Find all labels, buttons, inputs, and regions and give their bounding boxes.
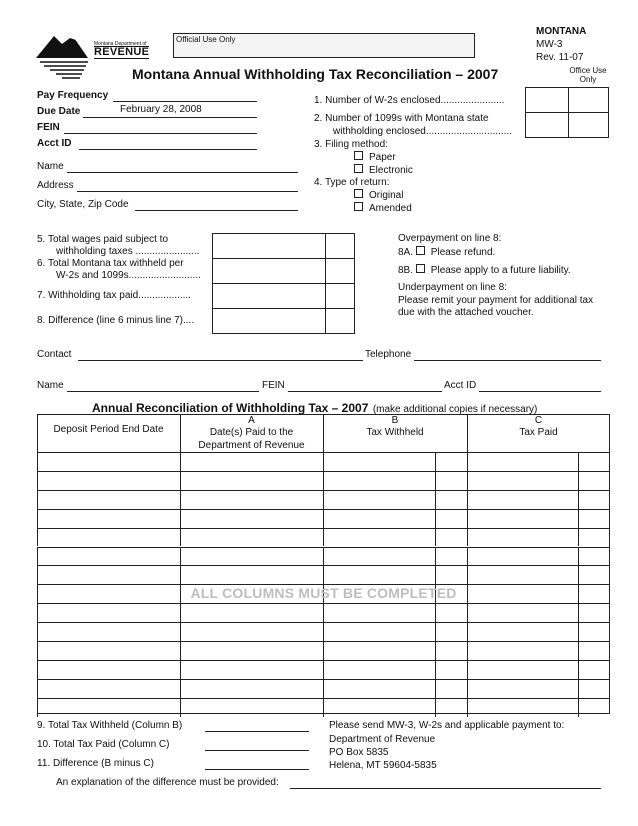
table-cell[interactable] xyxy=(467,603,578,622)
line-7-cents[interactable] xyxy=(325,283,355,309)
table-cell[interactable] xyxy=(37,622,180,641)
future-checkbox[interactable] xyxy=(416,264,425,273)
original-option[interactable] xyxy=(354,189,403,201)
line-10-input[interactable] xyxy=(205,750,309,751)
explanation-input[interactable] xyxy=(290,788,601,789)
table-cell[interactable] xyxy=(467,641,578,660)
contact-label: Contact xyxy=(37,349,72,360)
original-label: Original xyxy=(369,190,404,201)
pay-frequency-input[interactable] xyxy=(113,101,257,102)
table-cell[interactable] xyxy=(37,547,180,566)
line-7-dollars[interactable] xyxy=(212,283,326,309)
table-cell[interactable] xyxy=(180,471,323,490)
table-cell[interactable] xyxy=(323,679,435,698)
table-cell[interactable] xyxy=(323,565,435,584)
table-cell[interactable] xyxy=(180,528,323,547)
table-cell[interactable] xyxy=(435,622,467,641)
line-10: 10. Total Tax Paid (Column C) xyxy=(37,739,170,750)
table-cell[interactable] xyxy=(37,490,180,509)
fein-input[interactable] xyxy=(64,133,257,134)
table-cell[interactable] xyxy=(180,698,323,717)
address-line-3: Helena, MT 59604-5835 xyxy=(329,760,437,771)
table-cell[interactable] xyxy=(323,622,435,641)
row2-fein-input[interactable] xyxy=(288,391,442,392)
w2-count-box[interactable] xyxy=(525,87,569,113)
line-11-input[interactable] xyxy=(205,769,309,770)
row2-acct-input[interactable] xyxy=(479,391,601,392)
table-cell[interactable] xyxy=(323,471,435,490)
refund-label: Please refund. xyxy=(430,247,496,258)
table-cell[interactable] xyxy=(578,679,610,698)
contact-input[interactable] xyxy=(78,360,363,361)
table-cell[interactable] xyxy=(435,509,467,528)
table-cell[interactable] xyxy=(37,698,180,717)
form-title: Montana Annual Withholding Tax Reconciliation – 2007 xyxy=(132,66,499,82)
city-input[interactable] xyxy=(135,210,298,211)
overpayment-heading: Overpayment on line 8: xyxy=(398,233,502,244)
paper-label: Paper xyxy=(369,152,396,163)
line-5a: 5. Total wages paid subject to xyxy=(37,234,169,245)
address-input[interactable] xyxy=(77,191,298,192)
table-cell[interactable] xyxy=(467,490,578,509)
line-9: 9. Total Tax Withheld (Column B) xyxy=(37,720,183,731)
remit-line-1: Please remit your payment for additional tax xyxy=(398,295,594,306)
logo-name: REVENUE xyxy=(94,46,150,58)
col-b-letter: B xyxy=(391,415,399,426)
header-state: MONTANA xyxy=(536,26,587,37)
label-8b: 8B. xyxy=(398,265,414,276)
option-8b[interactable] xyxy=(398,264,571,276)
1099-office-box xyxy=(568,112,609,138)
item-2b: withholding enclosed............................... xyxy=(333,126,512,137)
table-cell[interactable] xyxy=(180,660,323,679)
row2-name-label: Name xyxy=(37,380,64,391)
table-cell[interactable] xyxy=(435,452,467,471)
official-use-label: Official Use Only xyxy=(176,35,236,44)
amended-option[interactable] xyxy=(354,202,412,214)
col-c-letter: C xyxy=(534,415,543,426)
item-2a: 2. Number of 1099s with Montana state xyxy=(314,113,489,124)
electronic-checkbox[interactable] xyxy=(354,164,363,173)
table-cell[interactable] xyxy=(435,528,467,547)
table-cell[interactable] xyxy=(37,660,180,679)
col-deposit-header: Deposit Period End Date xyxy=(53,424,164,435)
line-11: 11. Difference (B minus C) xyxy=(37,758,154,769)
amended-label: Amended xyxy=(369,203,412,214)
table-cell[interactable] xyxy=(435,641,467,660)
acct-id-input[interactable] xyxy=(79,149,257,150)
explanation-label: An explanation of the difference must be provided: xyxy=(56,777,279,788)
table-watermark: ALL COLUMNS MUST BE COMPLETED xyxy=(190,585,457,601)
table-cell[interactable] xyxy=(578,452,610,471)
official-use-box xyxy=(173,33,475,58)
col-b-header: Tax Withheld xyxy=(366,427,424,438)
table-cell[interactable] xyxy=(323,509,435,528)
header-rev: Rev. 11-07 xyxy=(536,52,584,63)
table-cell[interactable] xyxy=(180,603,323,622)
line-5-cents[interactable] xyxy=(325,233,355,259)
w2-office-box xyxy=(568,87,609,113)
line-9-input[interactable] xyxy=(205,731,309,732)
table-cell[interactable] xyxy=(578,603,610,622)
table-cell[interactable] xyxy=(578,528,610,547)
table-cell[interactable] xyxy=(180,565,323,584)
table-cell[interactable] xyxy=(180,452,323,471)
table-cell[interactable] xyxy=(323,603,435,622)
table-cell[interactable] xyxy=(37,641,180,660)
original-checkbox[interactable] xyxy=(354,189,363,198)
line-8: 8. Difference (line 6 minus line 7).... xyxy=(37,315,195,326)
refund-checkbox[interactable] xyxy=(416,246,425,255)
table-cell[interactable] xyxy=(180,509,323,528)
table-cell[interactable] xyxy=(37,509,180,528)
address-line-2: PO Box 5835 xyxy=(329,747,389,758)
name-label: Name xyxy=(37,161,64,172)
line-6a: 6. Total Montana tax withheld per xyxy=(37,258,184,269)
line-6b: W-2s and 1099s.......................... xyxy=(56,270,201,281)
row2-fein-label: FEIN xyxy=(262,380,285,391)
table-cell[interactable] xyxy=(323,660,435,679)
logo-dept: Montana Department of xyxy=(94,41,147,47)
table-cell[interactable] xyxy=(37,679,180,698)
future-label: Please apply to a future liability. xyxy=(430,265,571,276)
table-cell[interactable] xyxy=(323,547,435,566)
table-cell[interactable] xyxy=(467,547,578,566)
table-cell[interactable] xyxy=(467,509,578,528)
table-cell[interactable] xyxy=(323,641,435,660)
table-cell[interactable] xyxy=(37,452,180,471)
table-cell[interactable] xyxy=(323,528,435,547)
line-5b: withholding taxes ....................... xyxy=(56,246,200,257)
annual-note: (make additional copies if necessary) xyxy=(372,404,538,415)
table-cell[interactable] xyxy=(467,622,578,641)
col-a-header-1: Date(s) Paid to the xyxy=(209,427,294,438)
1099-count-box[interactable] xyxy=(525,112,569,138)
header-office-use: Office Use Only xyxy=(569,66,607,84)
table-cell[interactable] xyxy=(578,660,610,679)
table-cell[interactable] xyxy=(435,660,467,679)
item-3: 3. Filing method: xyxy=(314,139,388,150)
table-cell[interactable] xyxy=(578,698,610,717)
table-cell[interactable] xyxy=(467,528,578,547)
table-cell[interactable] xyxy=(467,565,578,584)
table-cell[interactable] xyxy=(180,641,323,660)
option-8a[interactable] xyxy=(398,246,495,258)
line-8-dollars[interactable] xyxy=(212,308,326,334)
table-cell[interactable] xyxy=(578,547,610,566)
table-cell[interactable] xyxy=(435,547,467,566)
table-cell[interactable] xyxy=(323,490,435,509)
row2-acct-label: Acct ID xyxy=(444,380,477,391)
table-cell[interactable] xyxy=(37,603,180,622)
col-a-header-2: Department of Revenue xyxy=(198,440,305,451)
electronic-label: Electronic xyxy=(369,165,413,176)
table-cell[interactable] xyxy=(435,698,467,717)
label-8a: 8A. xyxy=(398,247,414,258)
col-c-header: Tax Paid xyxy=(519,427,558,438)
col-a-letter: A xyxy=(248,415,255,426)
table-cell[interactable] xyxy=(578,565,610,584)
due-date-line xyxy=(83,117,257,118)
table-cell[interactable] xyxy=(37,471,180,490)
table-cell[interactable] xyxy=(578,641,610,660)
line-7: 7. Withholding tax paid................... xyxy=(37,290,191,301)
table-cell[interactable] xyxy=(467,452,578,471)
pay-frequency-label: Pay Frequency xyxy=(37,90,109,101)
item-4: 4. Type of return: xyxy=(314,177,390,188)
send-instructions: Please send MW-3, W-2s and applicable payment to: xyxy=(329,720,565,731)
table-cell[interactable] xyxy=(578,622,610,641)
electronic-option[interactable] xyxy=(354,164,413,176)
table-cell[interactable] xyxy=(467,660,578,679)
telephone-input[interactable] xyxy=(414,360,601,361)
name-input[interactable] xyxy=(67,172,298,173)
table-cell[interactable] xyxy=(435,471,467,490)
table-cell[interactable] xyxy=(323,452,435,471)
table-cell[interactable] xyxy=(578,471,610,490)
amended-checkbox[interactable] xyxy=(354,202,363,211)
due-date-value: February 28, 2008 xyxy=(120,104,202,115)
line-6-cents[interactable] xyxy=(325,258,355,284)
paper-option[interactable] xyxy=(354,151,396,163)
table-cell[interactable] xyxy=(180,622,323,641)
address-label: Address xyxy=(37,180,74,191)
annual-title: Annual Reconciliation of Withholding Tax – 2007 xyxy=(92,401,369,415)
acct-id-label: Acct ID xyxy=(37,138,72,149)
table-cell[interactable] xyxy=(435,490,467,509)
table-cell[interactable] xyxy=(37,565,180,584)
row2-name-input[interactable] xyxy=(67,391,259,392)
table-cell[interactable] xyxy=(180,547,323,566)
header-form: MW-3 xyxy=(536,39,563,50)
city-label: City, State, Zip Code xyxy=(37,199,129,210)
table-cell[interactable] xyxy=(37,528,180,547)
address-line-1: Department of Revenue xyxy=(329,734,436,745)
table-cell[interactable] xyxy=(323,698,435,717)
table-cell[interactable] xyxy=(467,471,578,490)
table-cell[interactable] xyxy=(578,490,610,509)
underpayment-heading: Underpayment on line 8: xyxy=(398,282,507,293)
telephone-label: Telephone xyxy=(365,349,412,360)
table-cell[interactable] xyxy=(578,509,610,528)
line-5-dollars[interactable] xyxy=(212,233,326,259)
table-cell[interactable] xyxy=(435,565,467,584)
due-date-label: Due Date xyxy=(37,106,81,117)
table-cell[interactable] xyxy=(435,603,467,622)
table-cell[interactable] xyxy=(435,679,467,698)
fein-label: FEIN xyxy=(37,122,60,133)
item-1: 1. Number of W-2s enclosed....................... xyxy=(314,95,505,106)
line-8-cents[interactable] xyxy=(325,308,355,334)
table-cell[interactable] xyxy=(467,698,578,717)
remit-line-2: due with the attached voucher. xyxy=(398,307,534,318)
reconciliation-table xyxy=(37,414,610,714)
line-6-dollars[interactable] xyxy=(212,258,326,284)
table-cell[interactable] xyxy=(467,679,578,698)
table-cell[interactable] xyxy=(180,679,323,698)
table-cell[interactable] xyxy=(180,490,323,509)
paper-checkbox[interactable] xyxy=(354,151,363,160)
